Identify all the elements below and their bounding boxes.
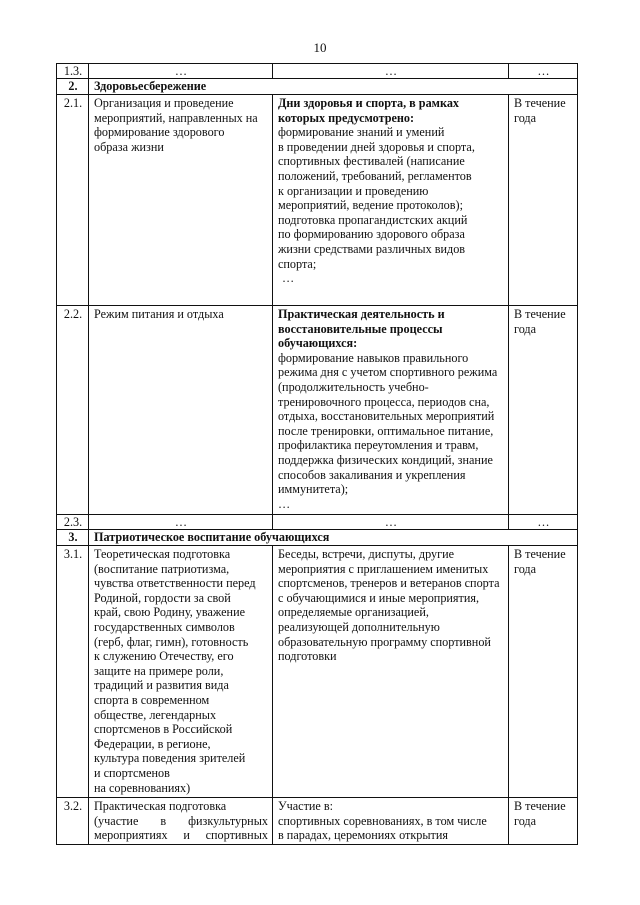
activity-name <box>89 95 273 306</box>
text-line: спорта; <box>278 256 317 271</box>
table-row <box>57 546 578 798</box>
text-line: мероприятий, ведение протоколов); <box>278 198 463 213</box>
section-number: 3. <box>57 530 89 546</box>
text-line: (герб, флаг, гимн), готовность <box>94 634 249 649</box>
activity-content <box>273 798 509 845</box>
text-line: чувства ответственности перед <box>94 576 256 591</box>
text-line: … <box>278 496 291 511</box>
text-line: защите на примере роли, <box>94 663 224 678</box>
text-line: подготовки <box>278 649 337 664</box>
text-line: Участие в: <box>278 799 334 813</box>
term-cell: В течение года <box>509 306 578 515</box>
text-line: Федерации, в регионе, <box>94 736 211 751</box>
text-line: культура поведения зрителей <box>94 751 246 766</box>
section-row <box>57 530 578 546</box>
row-number: 3.1. <box>57 546 89 798</box>
text-line: государственных символов <box>94 619 235 634</box>
bold-line: обучающихся: <box>278 336 358 351</box>
ellipsis-cell: … <box>509 64 578 79</box>
text-line: к организации и проведению <box>278 183 429 198</box>
text-line: после тренировки, оптимальное питание, <box>278 423 494 438</box>
row-number: 2.2. <box>57 306 89 515</box>
table-row <box>57 306 578 515</box>
plan-table <box>56 63 578 845</box>
text-line: спортсменов в Российской <box>94 722 233 737</box>
section-number: 2. <box>57 79 89 95</box>
ellipsis-cell: … <box>509 515 578 530</box>
text-line: край, свою Родину, уважение <box>94 605 246 620</box>
text-line: (участие в физкультурных <box>94 813 268 828</box>
text-line: образовательную программу спортивной <box>278 634 491 649</box>
text-line: с обучающимися и иные мероприятия, <box>278 590 480 605</box>
text-line: определяемые организацией, <box>278 605 429 620</box>
row-number: 2.3. <box>57 515 89 530</box>
ellipsis-cell: … <box>273 64 509 79</box>
text-line: на соревнованиях) <box>94 780 191 795</box>
ellipsis-cell: … <box>273 515 509 530</box>
table-row <box>57 798 578 845</box>
activity-content <box>273 546 509 798</box>
text-line: мероприятия с приглашением именитых <box>278 561 489 576</box>
text-line: реализующей дополнительную <box>278 619 440 634</box>
text-line: по формированию здорового образа <box>278 227 465 242</box>
row-number: 3.2. <box>57 798 89 845</box>
text-line: мероприятий, направленных на <box>94 110 258 125</box>
bold-line: восстановительные процессы <box>278 321 443 336</box>
section-title: Здоровьесбережение <box>89 79 578 95</box>
term-cell: В течение года <box>509 95 578 306</box>
text-line: тренировочного процесса, периодов сна, <box>278 394 490 409</box>
text-line: образа жизни <box>94 139 164 154</box>
term-cell: В течение года <box>509 798 578 845</box>
text-line: Родиной, гордости за свой <box>94 590 231 605</box>
text-line: режима дня с учетом спортивного режима <box>278 365 498 380</box>
text-line: спортивных соревнованиях, в том числе <box>278 813 487 828</box>
text-line: положений, требований, регламентов <box>278 168 472 183</box>
text-line: Беседы, встречи, диспуты, другие <box>278 547 455 561</box>
ellipsis-cell: … <box>89 64 273 79</box>
text-line: спортивных фестивалей (написание <box>278 154 465 169</box>
text-line: Практическая подготовка <box>94 799 227 813</box>
table-row <box>57 64 578 79</box>
page-number: 10 <box>313 40 327 55</box>
activity-name <box>89 306 273 515</box>
text-line: Теоретическая подготовка <box>94 547 231 561</box>
text-line: обществе, легендарных <box>94 707 217 722</box>
row-number: 2.1. <box>57 95 89 306</box>
table-row <box>57 515 578 530</box>
section-title: Патриотическое воспитание обучающихся <box>89 530 578 546</box>
text-line: (продолжительность учебно- <box>278 379 429 394</box>
bold-line: Практическая деятельность и <box>278 307 445 321</box>
text-line: жизни средствами различных видов <box>278 241 466 256</box>
activity-content <box>273 95 509 306</box>
text-line: формирование знаний и умений <box>278 125 445 140</box>
text-line: способов закаливания и укрепления <box>278 467 466 482</box>
text-line: традиций и развития вида <box>94 678 229 693</box>
text-line: (воспитание патриотизма, <box>94 561 230 576</box>
table-row <box>57 95 578 306</box>
text-line: поддержка физических кондиций, знание <box>278 452 493 467</box>
section-row <box>57 79 578 95</box>
term-cell: В течение года <box>509 546 578 798</box>
text-line: формирование навыков правильного <box>278 350 469 365</box>
bold-line: которых предусмотрено: <box>278 110 415 125</box>
text-line: отдыха, восстановительных мероприятий <box>278 409 495 424</box>
activity-content <box>273 306 509 515</box>
bold-line: Дни здоровья и спорта, в рамках <box>278 96 460 110</box>
text-line: … <box>282 271 295 286</box>
text-line: Режим питания и отдыха <box>94 307 224 321</box>
text-line: формирование здорового <box>94 125 225 140</box>
activity-name <box>89 798 273 845</box>
text-line: профилактика переутомления и травм, <box>278 438 479 453</box>
text-line: спорта в современном <box>94 692 210 707</box>
row-number: 1.3. <box>57 64 89 79</box>
text-line: мероприятиях и спортивных <box>94 828 268 843</box>
text-line: к служению Отечеству, его <box>94 649 234 664</box>
text-line: в парадах, церемониях открытия <box>278 828 448 843</box>
activity-name <box>89 546 273 798</box>
text-line: Организация и проведение <box>94 96 234 110</box>
ellipsis-cell: … <box>89 515 273 530</box>
text-line: спортсменов, тренеров и ветеранов спорта <box>278 576 500 591</box>
text-line: подготовка пропагандистских акций <box>278 212 468 227</box>
text-line: и спортсменов <box>94 765 170 780</box>
text-line: иммунитета); <box>278 482 349 497</box>
text-line: в проведении дней здоровья и спорта, <box>278 139 475 154</box>
